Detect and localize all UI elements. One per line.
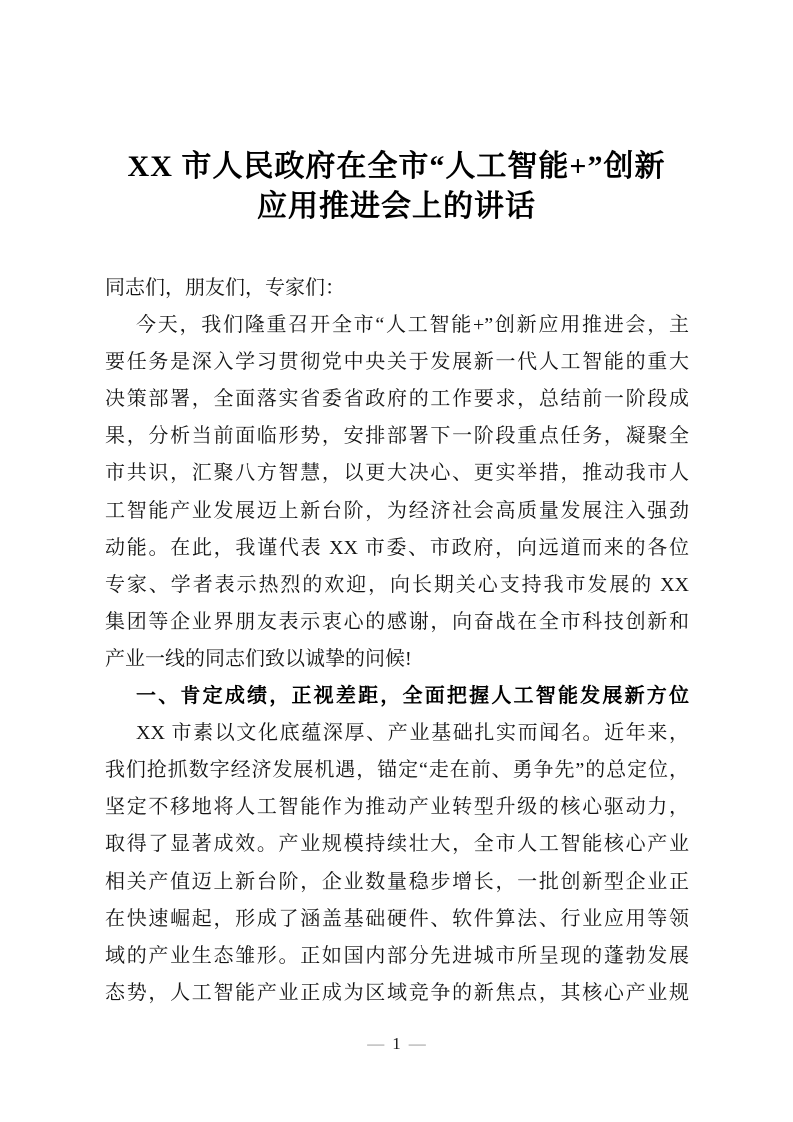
text-line: 集团等企业界朋友表示衷心的感谢，向奋战在全市科技创新和 <box>105 610 689 633</box>
page-footer <box>0 1034 793 1054</box>
text-line: 我们抢抓数字经济发展机遇，锚定“走在前、勇争先”的总定位， <box>105 759 689 782</box>
footer-dash-right: — <box>408 1034 426 1053</box>
text-line: 同志们，朋友们，专家们： <box>105 277 345 299</box>
text-line: 市共识，汇聚八方智慧，以更大决心、更实举措，推动我市人 <box>105 462 689 485</box>
title-line-1: XX 市人民政府在全市“人工智能+”创新 <box>127 150 666 183</box>
document-body <box>105 270 689 1012</box>
footer-dash-left: — <box>367 1034 385 1053</box>
text-line: 在快速崛起，形成了涵盖基础硬件、软件算法、行业应用等领 <box>105 907 689 930</box>
text-line: 态势，人工智能产业正成为区域竞争的新焦点，其核心产业规 <box>105 981 689 1004</box>
text-line: 域的产业生态雏形。正如国内部分先进城市所呈现的蓬勃发展 <box>105 944 689 967</box>
section-heading: 一、肯定成绩，正视差距，全面把握人工智能发展新方位 <box>136 685 689 708</box>
text-line: XX 市素以文化底蕴深厚、产业基础扎实而闻名。近年来， <box>136 722 689 745</box>
text-line: 动能。在此，我谨代表 XX 市委、市政府，向远道而来的各位 <box>105 536 689 559</box>
title-line-2: 应用推进会上的讲话 <box>257 190 536 223</box>
text-line: 专家、学者表示热烈的欢迎，向长期关心支持我市发展的 XX <box>105 573 689 596</box>
text-line: 工智能产业发展迈上新台阶，为经济社会高质量发展注入强劲 <box>105 499 689 522</box>
text-line: 决策部署，全面落实省委省政府的工作要求，总结前一阶段成 <box>105 388 689 411</box>
text-line: 产业一线的同志们致以诚挚的问候! <box>105 647 412 670</box>
text-line: 果，分析当前面临形势，安排部署下一阶段重点任务，凝聚全 <box>105 425 689 448</box>
document-title <box>104 147 689 227</box>
text-line: 要任务是深入学习贯彻党中央关于发展新一代人工智能的重大 <box>105 351 689 374</box>
text-line: 取得了显著成效。产业规模持续壮大，全市人工智能核心产业 <box>105 833 689 856</box>
text-line: 相关产值迈上新台阶，企业数量稳步增长，一批创新型企业正 <box>105 870 689 893</box>
page-number: 1 <box>392 1034 401 1053</box>
text-line: 坚定不移地将人工智能作为推动产业转型升级的核心驱动力， <box>105 796 689 819</box>
text-line: 今天，我们隆重召开全市“人工智能+”创新应用推进会，主 <box>136 314 689 337</box>
